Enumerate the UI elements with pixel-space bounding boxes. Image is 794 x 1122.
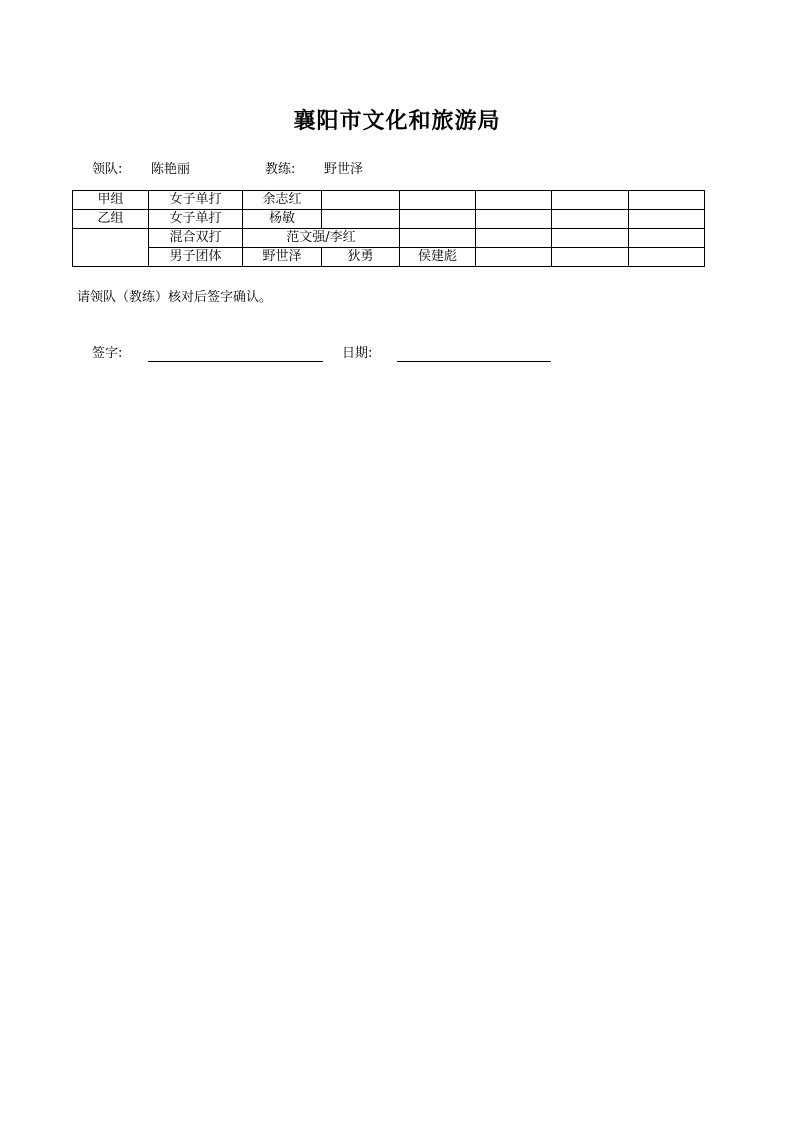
table-row <box>73 248 705 267</box>
table-row <box>73 210 705 229</box>
event-cell: 女子单打 <box>149 210 243 229</box>
leader-value: 陈艳丽 <box>151 162 191 177</box>
player-cell <box>322 191 400 210</box>
player-cell: 侯建彪 <box>400 248 476 267</box>
player-cell <box>476 191 552 210</box>
group-cell: 甲组 <box>73 191 149 210</box>
confirmation-note: 请领队（教练）核对后签字确认。 <box>77 290 273 305</box>
player-cell <box>629 248 705 267</box>
group-cell <box>73 229 149 267</box>
table-row <box>73 229 705 248</box>
player-cell <box>552 191 629 210</box>
coach-value: 野世泽 <box>324 162 364 177</box>
leader-label: 领队: <box>92 162 123 177</box>
table-row <box>73 191 705 210</box>
player-cell <box>552 210 629 229</box>
roster-table <box>72 190 705 267</box>
player-cell <box>400 191 476 210</box>
player-cell <box>629 210 705 229</box>
player-cell: 余志红 <box>243 191 322 210</box>
coach-label: 教练: <box>265 162 296 177</box>
player-cell: 杨敏 <box>243 210 322 229</box>
player-cell <box>400 210 476 229</box>
event-cell: 男子团体 <box>149 248 243 267</box>
player-cell <box>552 229 629 248</box>
date-line[interactable] <box>397 361 551 362</box>
player-cell <box>629 229 705 248</box>
player-cell: 狄勇 <box>322 248 400 267</box>
player-cell <box>552 248 629 267</box>
date-label: 日期: <box>342 346 373 361</box>
player-cell <box>400 229 476 248</box>
player-cell <box>476 248 552 267</box>
player-cell <box>629 191 705 210</box>
signature-line[interactable] <box>148 361 323 362</box>
signature-label: 签字: <box>92 346 123 361</box>
player-cell <box>322 210 400 229</box>
player-cell <box>476 210 552 229</box>
player-cell <box>476 229 552 248</box>
group-cell: 乙组 <box>73 210 149 229</box>
event-cell: 混合双打 <box>149 229 243 248</box>
page-title: 襄阳市文化和旅游局 <box>293 109 501 134</box>
event-cell: 女子单打 <box>149 191 243 210</box>
player-cell: 野世泽 <box>243 248 322 267</box>
player-cell: 范文强/李红 <box>243 229 400 248</box>
